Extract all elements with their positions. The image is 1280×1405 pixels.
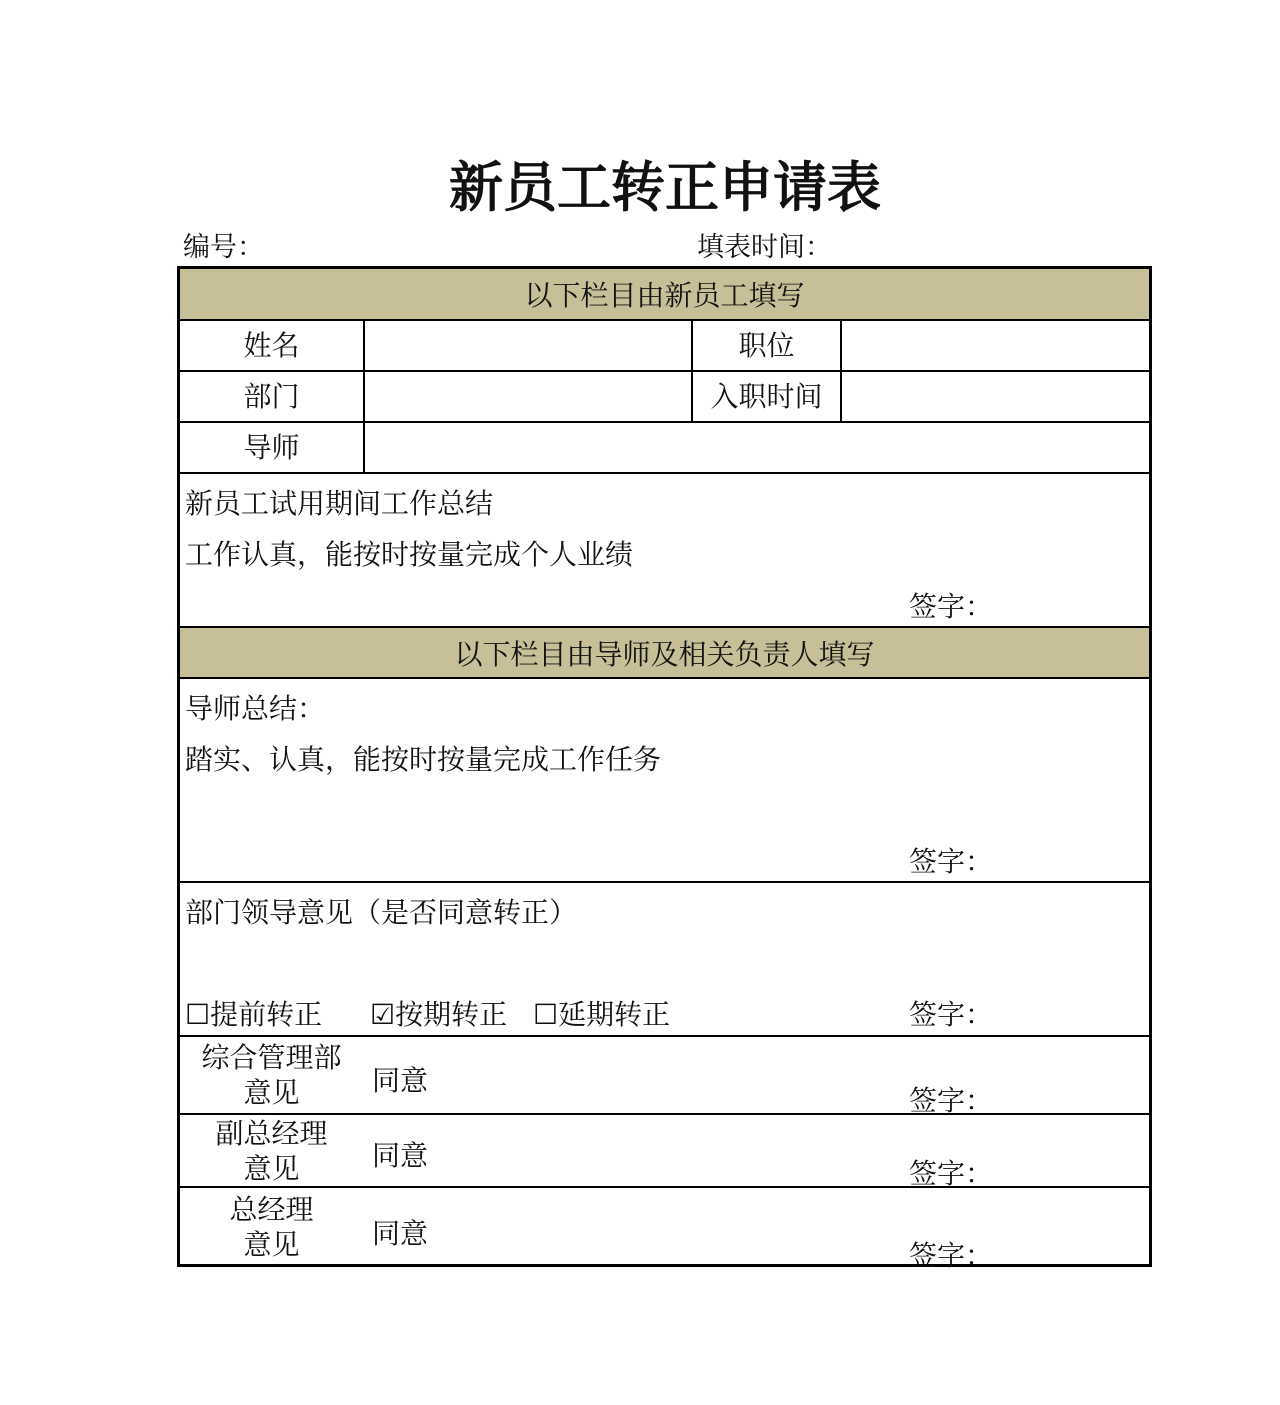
number-label: 编号： (183, 232, 264, 263)
checkbox-unchecked-icon[interactable]: ☐ (185, 998, 211, 1031)
approval-value-admin: 同意 (372, 1064, 429, 1097)
option-label: 延期转正 (558, 998, 671, 1031)
approval-value-gm: 同意 (372, 1217, 429, 1250)
application-form-table (177, 266, 1152, 1272)
approval-sign-admin: 签字： (909, 1084, 994, 1117)
department-label: 部门 (243, 379, 300, 413)
checkbox-checked-icon[interactable]: ☑ (370, 998, 396, 1031)
position-label: 职位 (738, 328, 795, 362)
approval-label-admin: 综合管理部 意见 (201, 1041, 342, 1109)
checkbox-unchecked-icon[interactable]: ☐ (533, 998, 559, 1031)
self-summary-sign: 签字： (909, 590, 994, 623)
fill-time-label: 填表时间： (697, 232, 832, 263)
self-summary-label: 新员工试用期间工作总结 (185, 487, 494, 520)
approval-label-vp: 副总经理 意见 (215, 1116, 328, 1185)
option-label: 按期转正 (395, 998, 508, 1031)
page-title: 新员工转正申请表 (449, 155, 881, 219)
mentor-summary-content: 踏实、认真，能按时按量完成工作任务 (185, 743, 662, 776)
option-label: 提前转正 (210, 998, 323, 1031)
dept-opinion-label: 部门领导意见（是否同意转正） (185, 896, 578, 929)
department-input[interactable] (365, 371, 691, 421)
name-input[interactable] (365, 320, 691, 370)
self-summary-content: 工作认真，能按时按量完成个人业绩 (185, 538, 634, 571)
approval-sign-vp: 签字： (909, 1157, 994, 1190)
option-early[interactable] (185, 993, 322, 1033)
hire-date-label: 入职时间 (710, 379, 823, 413)
name-label: 姓名 (243, 328, 300, 362)
mentor-summary-sign: 签字： (909, 845, 994, 878)
mentor-label: 导师 (243, 430, 300, 464)
mentor-input[interactable] (365, 422, 1147, 472)
approval-value-vp: 同意 (372, 1139, 429, 1172)
option-delayed[interactable] (533, 993, 670, 1033)
approval-sign-gm: 签字： (909, 1239, 994, 1272)
position-input[interactable] (842, 320, 1147, 370)
section2-header: 以下栏目由导师及相关负责人填写 (180, 628, 1149, 677)
section1-header: 以下栏目由新员工填写 (180, 269, 1149, 319)
dept-opinion-sign: 签字： (909, 998, 994, 1031)
approval-label-gm: 总经理 意见 (229, 1193, 314, 1261)
mentor-summary-label: 导师总结： (185, 692, 326, 725)
option-on-time[interactable] (370, 993, 507, 1033)
hire-date-input[interactable] (842, 371, 1147, 421)
